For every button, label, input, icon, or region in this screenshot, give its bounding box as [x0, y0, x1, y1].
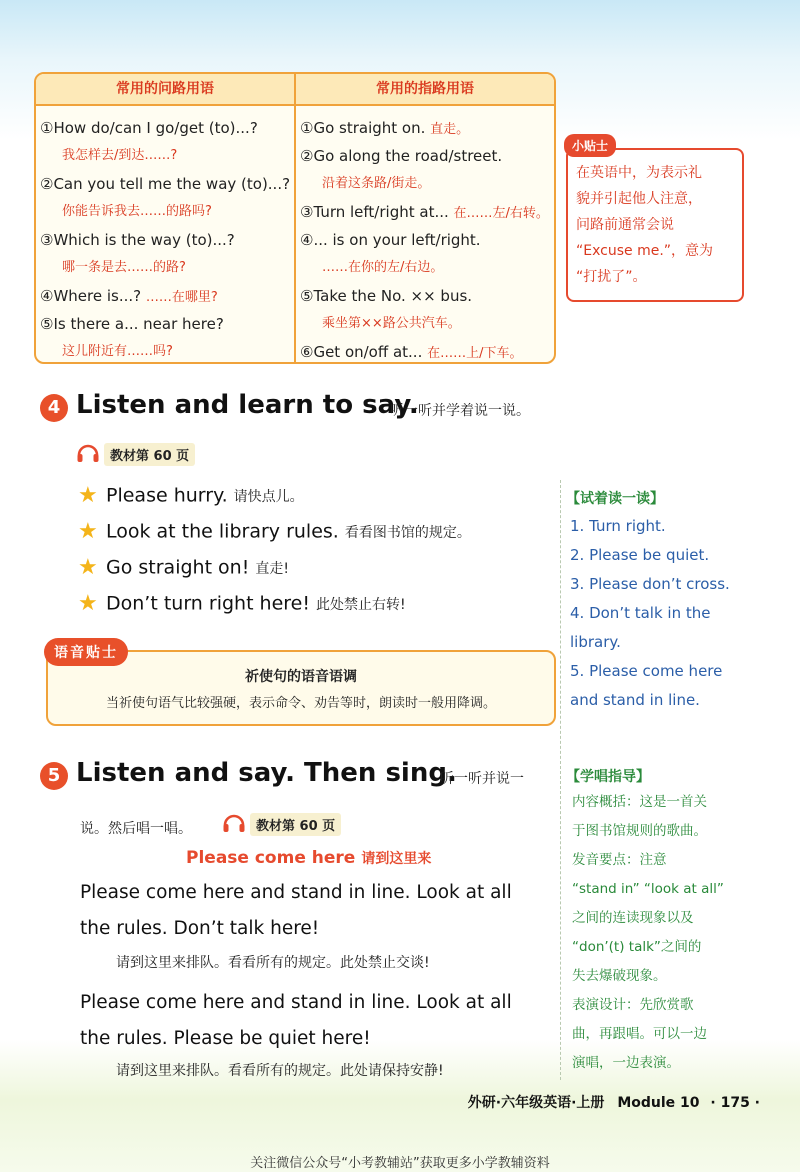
learn-line-zh: 直走! [255, 560, 289, 577]
phrase-en: ①Go straight on. [300, 119, 426, 137]
sing-guide-line: 表演设计：先欣赏歌 [572, 997, 694, 1013]
sing-guide-line: 之间的连读现象以及 [572, 910, 694, 926]
try-read-heading: 【试着读一读】 [566, 491, 664, 507]
page-number: · 175 · [710, 1095, 760, 1111]
try-read-line: 3. Please don’t cross. [570, 575, 730, 593]
asking-way-header: 常用的问路用语 [36, 74, 296, 106]
song-title [186, 848, 431, 868]
tip-line: “Excuse me.”，意为 [576, 243, 714, 259]
phrase-en: ⑥Get on/off at... [300, 343, 423, 361]
learn-line [78, 519, 471, 549]
tip-line: 问路前通常会说 [576, 217, 674, 233]
direction-phrases-table [34, 72, 556, 364]
section-5-title: Listen and say. Then sing. [76, 758, 457, 788]
tip-line: 在英语中，为表示礼 [576, 165, 702, 181]
phonetics-title: 祈使句的语音语调 [245, 669, 357, 685]
section-4-number: 4 [40, 394, 68, 422]
phonetics-badge: 语音贴士 [44, 638, 128, 666]
tip-badge: 小贴士 [564, 134, 616, 157]
section-4-title: Listen and learn to say. [76, 390, 419, 420]
phrase-row [40, 282, 292, 310]
footer-book: 外研·六年级英语·上册 [467, 1095, 605, 1111]
tip-text [576, 160, 736, 290]
learn-line-zh: 请快点儿。 [233, 488, 304, 505]
phrase-en: ②Go along the road/street. [300, 147, 503, 165]
learn-line [78, 483, 304, 513]
phrase-row [300, 198, 552, 226]
headphones-icon[interactable] [76, 442, 100, 464]
try-read-line: 4. Don’t talk in the [570, 604, 711, 622]
sing-guide-heading: 【学唱指导】 [566, 769, 650, 785]
verse-1-line-1: Please come here and stand in line. Look at all [80, 882, 512, 903]
phrase-zh: 哪一条是去……的路? [62, 260, 186, 275]
section-5-number: 5 [40, 762, 68, 790]
phrase-zh: 沿着这条路/街走。 [322, 176, 431, 191]
phrase-en: ④Where is...? [40, 287, 142, 305]
giving-directions-column [300, 114, 552, 364]
asking-way-column [40, 114, 292, 364]
phrase-en: ②Can you tell me the way (to)...? [40, 175, 291, 193]
learn-line [78, 591, 406, 621]
verse-2-translation: 请到这里来排队。看看所有的规定。此处请保持安静! [116, 1063, 444, 1079]
learn-line-en: Don’t turn right here! [106, 592, 310, 615]
star-icon: ★ [78, 591, 98, 616]
footer-module: Module 10 [617, 1095, 700, 1111]
phrase-zh: 你能告诉我去……的路吗? [62, 204, 212, 219]
phrase-row [300, 338, 552, 364]
phrase-zh: 在……左/右转。 [453, 206, 549, 221]
learn-line-en: Go straight on! [106, 556, 250, 579]
phrase-zh: ……在你的左/右边。 [322, 260, 444, 275]
try-read-line: 5. Please come here [570, 662, 723, 680]
sing-guide-line: “stand in” “look at all” [572, 881, 724, 897]
headphones-icon[interactable] [222, 812, 246, 834]
phrase-en: ③Turn left/right at... [300, 203, 449, 221]
section-5-subtitle-cont: 说。然后唱一唱。 [80, 821, 192, 837]
table-divider [294, 104, 296, 362]
phrase-zh: 我怎样去/到达……? [62, 148, 178, 163]
phrase-en: ③Which is the way (to)...? [40, 231, 235, 249]
phrase-en: ④... is on your left/right. [300, 231, 481, 249]
section-5-book-ref: 教材第 60 页 [250, 813, 341, 836]
sing-guide-line: 失去爆破现象。 [572, 968, 667, 984]
phrase-en: ①How do/can I go/get (to)...? [40, 119, 258, 137]
sing-guide-line: 演唱，一边表演。 [572, 1055, 680, 1071]
tip-box [566, 139, 744, 302]
section-4-subtitle: 听一听并学着说一说。 [390, 403, 530, 419]
sing-guide-list [572, 788, 724, 1078]
try-read-line: 1. Turn right. [570, 517, 666, 535]
sing-guide-line: “don’(t) talk”之间的 [572, 939, 702, 955]
tip-line: “打扰了”。 [576, 269, 647, 285]
bottom-note: 关注微信公众号“小考教辅站”获取更多小学教辅资料 [250, 1156, 550, 1171]
try-read-list [570, 512, 730, 715]
phrase-en: ⑤Take the No. ×× bus. [300, 287, 473, 305]
verse-2-line-2: the rules. Please be quiet here! [80, 1028, 371, 1049]
phrase-row [300, 114, 552, 142]
verse-2-line-1: Please come here and stand in line. Look at all [80, 992, 512, 1013]
page-footer [468, 1092, 760, 1112]
tip-line: 貌并引起他人注意， [576, 191, 702, 207]
sing-guide-line: 于图书馆规则的歌曲。 [572, 823, 707, 839]
song-title-en: Please come here [186, 848, 356, 868]
try-read-line: 2. Please be quiet. [570, 546, 710, 564]
sing-guide-line: 发音要点：注意 [572, 852, 667, 868]
phrase-zh: 直走。 [430, 122, 470, 137]
section-5-subtitle: 听一听并说一 [440, 771, 524, 787]
learn-line-en: Please hurry. [106, 484, 228, 507]
sidebar-divider [560, 480, 562, 1080]
star-icon: ★ [78, 555, 98, 580]
phrase-zh: ……在哪里? [145, 290, 218, 305]
learn-line [78, 555, 289, 585]
phonetics-tip-box [46, 645, 556, 726]
learn-line-zh: 此处禁止右转! [316, 596, 406, 613]
section-4-book-ref: 教材第 60 页 [104, 443, 195, 466]
star-icon: ★ [78, 483, 98, 508]
sing-guide-line: 内容概括：这是一首关 [572, 794, 707, 810]
sing-guide-line: 曲，再跟唱。可以一边 [572, 1026, 707, 1042]
verse-1-translation: 请到这里来排队。看看所有的规定。此处禁止交谈! [116, 955, 430, 971]
song-title-zh: 请到这里来 [361, 851, 432, 867]
giving-directions-header: 常用的指路用语 [296, 74, 554, 106]
learn-line-en: Look at the library rules. [106, 520, 339, 543]
star-icon: ★ [78, 519, 98, 544]
learn-line-zh: 看看图书馆的规定。 [344, 524, 471, 541]
phonetics-body: 当祈使句语气比较强硬，表示命令、劝告等时，朗读时一般用降调。 [105, 696, 496, 711]
phrase-en: ⑤Is there a... near here? [40, 315, 224, 333]
verse-1-line-2: the rules. Don’t talk here! [80, 918, 320, 939]
phrase-zh: 在……上/下车。 [427, 346, 523, 361]
phrase-zh: 这儿附近有……吗? [62, 344, 173, 359]
phrase-zh: 乘坐第××路公共汽车。 [322, 316, 461, 331]
try-read-line: library. [570, 633, 621, 651]
try-read-line: and stand in line. [570, 691, 700, 709]
